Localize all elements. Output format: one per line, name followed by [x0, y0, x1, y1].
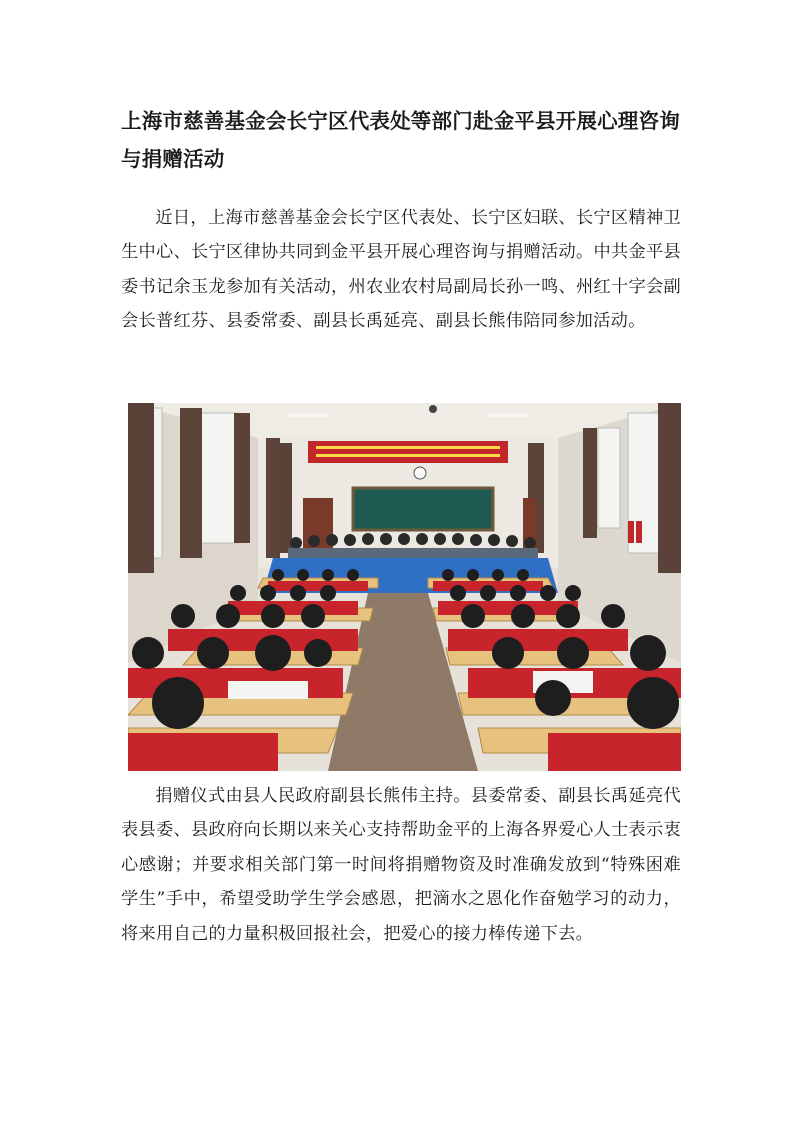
paragraph-ceremony: 捐赠仪式由县人民政府副县长熊伟主持。县委常委、副县长禹延亮代表县委、县政府向长期以来关心支持帮助金平的上海各界爱心人士表示衷心感谢；并要求相关部门第一时间将捐赠物资及时准确发放到“特殊困难学生”手中，希望受助学生学会感恩，把滴水之恩化作奋勉学习的动力，将来用自己的力量积极回报社会，把爱心的接力棒传递下去。: [121, 786, 681, 944]
classroom-photo: [128, 403, 681, 771]
paragraph-intro: 近日，上海市慈善基金会长宁区代表处、长宁区妇联、长宁区精神卫生中心、长宁区律协共同到金平县开展心理咨询与捐赠活动。中共金平县委书记余玉龙参加有关活动，州农业农村局副局长孙一鸣、州红十字会副会长普红芬、县委常委、副县长禹延亮、副县长熊伟陪同参加活动。: [121, 208, 681, 332]
document-title: 上海市慈善基金会长宁区代表处等部门赴金平县开展心理咨询与捐赠活动: [121, 109, 680, 171]
